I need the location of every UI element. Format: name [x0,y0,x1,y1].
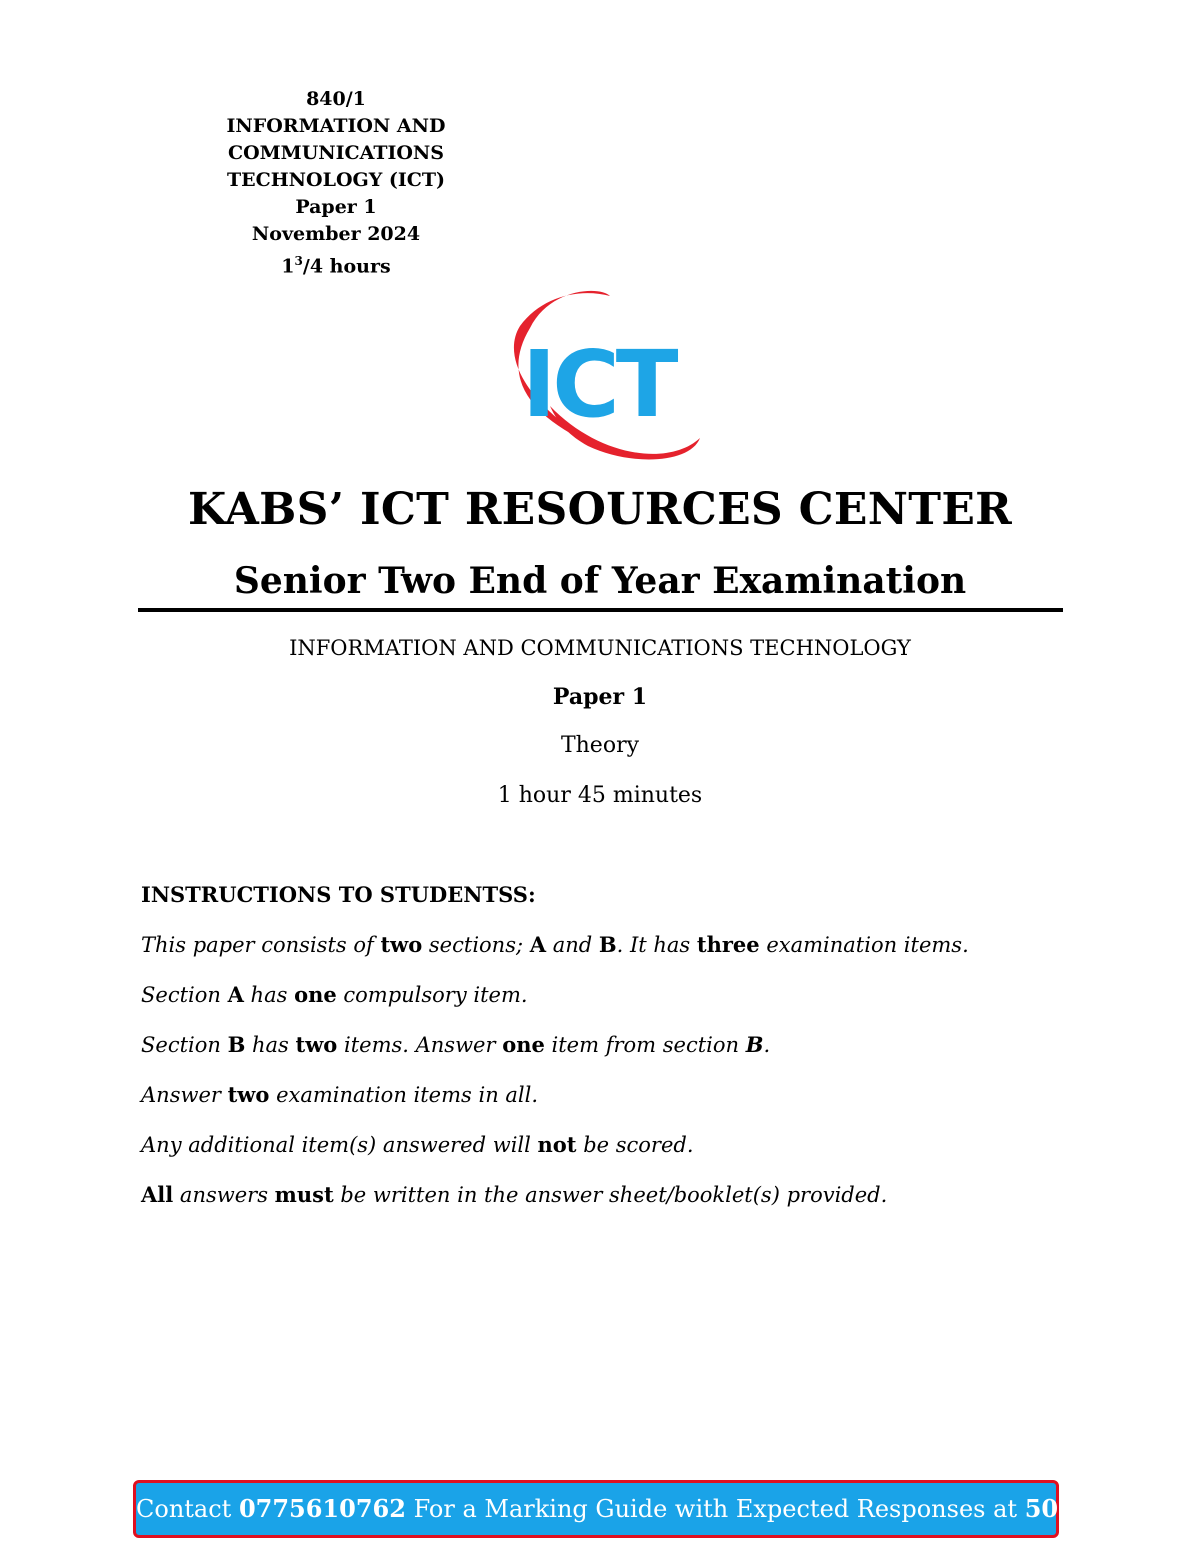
subject-line-3: TECHNOLOGY (ICT) [226,169,446,191]
instruction-line: Answer two examination items in all. [141,1082,539,1107]
instruction-line: Section A has one compulsory item. [141,982,528,1007]
title-divider [138,608,1063,612]
instructions-heading: INSTRUCTIONS TO STUDENTSS: [141,882,536,907]
instructions [141,880,1101,1230]
paper-header [200,86,472,280]
organization-name: KABS’ ICT RESOURCES CENTER [187,484,1013,535]
logo-letters: ICT [522,331,675,438]
paper-number: Paper 1 [295,196,377,218]
duration-label: 1 hour 45 minutes [497,783,703,808]
subject-line-2: COMMUNICATIONS [227,142,445,164]
instruction-line: Section B has two items. Answer one item from section B. [141,1032,771,1057]
exam-duration: $1^3/4$ hours [281,254,391,278]
exam-date: November 2024 [251,223,421,245]
instruction-line: This paper consists of two sections; A and B. It has three examination items. [141,932,969,957]
subject-name: INFORMATION AND COMMUNICATIONS TECHNOLOGY [289,636,911,660]
instruction-line: All answers must be written in the answer sheet/booklet(s) provided. [141,1182,888,1207]
subject-line-1: INFORMATION AND [226,115,446,137]
exam-title: Senior Two End of Year Examination [233,560,967,602]
guide-price: 5000/= [1024,1494,1121,1523]
contact-phone: 0775610762 [238,1494,406,1523]
marking-guide-banner: Contact 0775610762 For a Marking Guide with Expected Responses at 5000/= [133,1480,1059,1538]
paper-code: 840/1 [306,88,366,110]
ict-logo [490,288,710,466]
paper-type: Theory [560,733,640,758]
paper-label: Paper 1 [552,684,648,710]
instruction-line: Any additional item(s) answered will not be scored. [141,1132,694,1157]
